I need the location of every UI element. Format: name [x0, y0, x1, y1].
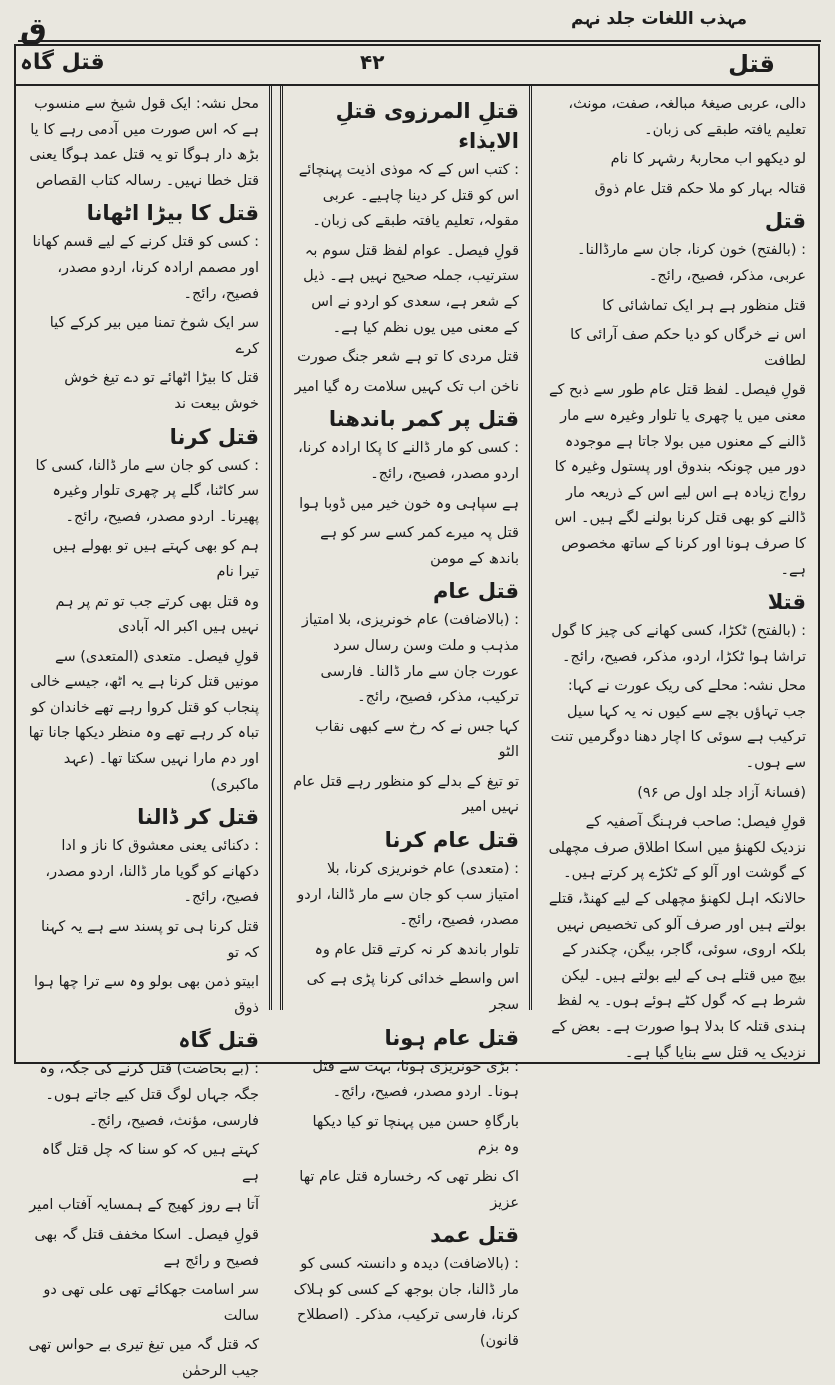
dictionary-entry [293, 1220, 519, 1354]
entry-text: ہم کو بھی کہتے ہیں تو بھولے ہیں تیرا نام [52, 538, 259, 580]
dictionary-entry [293, 967, 519, 1018]
entry-text: لو دیکھو اب محاربۂ رشہر کا نام [610, 151, 806, 168]
dictionary-entry [548, 147, 806, 173]
volume-note: مہذب اللغات جلد نہم [570, 9, 747, 29]
entry-headword: قتلِ المرزوی قتلِ الایذاء [335, 99, 519, 153]
dictionary-entry [293, 96, 519, 235]
dictionary-entry [28, 1278, 259, 1329]
dictionary-entry [293, 715, 519, 766]
entry-text: سر ایک شوخ تمنا میں بیر کرکے کیا کرے [49, 315, 259, 357]
dictionary-entry [548, 206, 806, 289]
entry-headword: قتل کر ڈالنا [137, 805, 259, 830]
dictionary-entry [293, 770, 519, 821]
entry-text: اس نے خرگاں کو دیا حکم صف آرائی کا لطافت [570, 327, 806, 369]
entry-text: (فسانۂ آزاد جلد اول ص ۹۶) [637, 784, 806, 801]
dictionary-entry [28, 1138, 259, 1189]
dictionary-entry [548, 378, 806, 583]
entry-text: : کسی کو قتل کرنے کے لیے قسم کھانا اور مصمم ارادہ کرنا، اردو مصدر، فصیح، رائج۔ [32, 234, 259, 302]
entry-text: محل نشہ: محلے کی ریک عورت نے کہا: جب تہاؤں بچے سے کیوں نہ یہ کہا سیل ترکیب ہے سوئی کا اچار دھنا دوگرمیں تنت سے ہوں۔ [550, 678, 806, 772]
entry-text: : کسی کو جان سے مار ڈالنا، کسی کا سر کاٹنا، گلے پر چھری تلوار وغیرہ پھیرنا۔ اردو مصدر، فصیح، رائج۔ [35, 457, 259, 525]
entry-text: : (بالاضافت) دیدہ و دانستہ کسی کو مار ڈالنا، جان بوجھ کے کسی کو ہلاک کرنا، فارسی ترکیب، مذکر۔ (اصطلاح قانون) [293, 1256, 519, 1349]
dictionary-entry [28, 534, 259, 585]
dictionary-entry [293, 239, 519, 341]
entry-text: دالی، عربی صیغۂ مبالغہ، صفت، مونث، تعلیم یافتہ طبقے کی زبان۔ [568, 96, 806, 138]
entry-text: محل نشہ: ایک قول شیخ سے منسوب ہے کہ اس صورت میں آدمی رہے کا یا بڑھ دار ہوگا تو یہ قتل عمد ہوگا یعنی قتل خطا نہیں۔ رسالہ کتاب القصاص [29, 96, 259, 189]
dictionary-entry [28, 1223, 259, 1274]
dictionary-entry [293, 404, 519, 487]
dictionary-entry [28, 198, 259, 307]
entry-text: کہ قتل گہ میں تیغ تیری بے حواس تھی جیب الرحمٰن [28, 1337, 259, 1379]
entry-text: : (بے بحاضت) قتل کرنے کی جگہ، وہ جگہ جہاں لوگ قتل کیے جاتے ہوں۔ فارسی، مؤنث، فصیح، رائج۔ [39, 1061, 259, 1129]
entry-text: ہے سپاہی وہ خون خیر میں ڈوبا ہوا [299, 495, 519, 512]
dictionary-entry [293, 576, 519, 710]
page-number: ۴۲ [360, 50, 385, 74]
entry-text: قتالہ بہار کو ملا حکم قتل عام ذوق [594, 180, 806, 197]
entry-headword: قتل کرنا [169, 424, 259, 449]
header-bar [14, 44, 820, 86]
dictionary-entry [293, 1110, 519, 1161]
entry-text: : (متعدی) عام خونریزی کرنا، بلا امتیاز سب کو جان سے مار ڈالنا، اردو مصدر، فصیح، رائج۔ [297, 861, 519, 929]
corner-letter: ق [20, 12, 47, 47]
entry-headword: قتلا [767, 590, 806, 615]
right-column [538, 86, 816, 1061]
middle-column [280, 86, 532, 1349]
entry-text: قتل منظور ہے ہر ایک تماشائی کا [602, 297, 806, 314]
dictionary-entry [548, 674, 806, 776]
entry-text: ابیتو ذمن بھی بولو وہ سے ترا چھا ہوا ذوق [34, 974, 259, 1016]
entry-text: اس واسطے خدائی کرنا پڑی ہے کی سجر [306, 971, 519, 1014]
entry-text: : دکنائی یعنی معشوق کا ناز و ادا دکھانے کو گویا مار ڈالنا، اردو مصدر، فصیح، رائج۔ [45, 838, 259, 906]
entry-text: قتل پہ میرے کمر کسے سر کو ہے باندھ کے مومن [320, 525, 519, 567]
entry-text: اک نظر تھی کہ رخسارہ قتل عام تھا عزیز [299, 1169, 519, 1211]
dictionary-entry [28, 366, 259, 417]
entry-headword: قتل عام کرنا [384, 828, 519, 853]
entry-text: آتا ہے روز کھیج کے ہمسایہ آفتاب امیر [29, 1197, 259, 1214]
header-right-word: قتل [728, 50, 775, 78]
entry-text: قولِ فیصل۔ لفظ قتل عام طور سے ذبح کے معنی میں یا چھری یا تلوار وغیرہ سے مار ڈالنے کے معنوں میں بولا جاتا ہے موجودہ دور میں چونکہ بندوق اور پستول وغیرہ کا رواج زیادہ ہے اس لیے اس کے ذریعہ مار ڈالنے کو بھی قتل کرنا بولنے لگے ہیں۔ اس کا صرف ہونا اور کرنا کے ساتھ مخصوص ہے۔ [549, 382, 806, 578]
dictionary-entry [548, 810, 806, 1066]
entry-text: قولِ فیصل۔ اسکا مخفف قتل گہ بھی فصیح و رائج ہے [34, 1226, 259, 1269]
entry-headword: قتل گاہ [178, 1028, 259, 1053]
entry-text: تو تیغ کے بدلے کو منظور رہے قتل عام نہیں امیر [293, 773, 519, 816]
top-rule [18, 40, 821, 42]
entry-headword: قتل عمد [430, 1223, 519, 1248]
dictionary-entry [548, 781, 806, 807]
dictionary-entry [293, 375, 519, 401]
entry-text: : بڑی خونریزی ہونا، بہت سے قتل ہونا۔ اردو مصدر، فصیح، رائج۔ [312, 1058, 519, 1101]
dictionary-entry [28, 802, 259, 911]
entry-text: کہا جس نے کہ رخ سے کبھی نقاب الٹو [315, 718, 519, 761]
dictionary-entry [28, 1193, 259, 1219]
dictionary-entry [548, 177, 806, 203]
dictionary-entry [28, 970, 259, 1021]
entry-text: قتل کا بیڑا اٹھائے تو دے تیغ خوش خوش بیعت ند [64, 370, 259, 412]
dictionary-entry [548, 294, 806, 320]
dictionary-entry [28, 92, 259, 194]
entry-text: : (بالفتح) خون کرنا، جان سے مارڈالنا۔ عربی، مذکر، فصیح، رائج۔ [577, 242, 806, 284]
entry-text: ناخن اب تک کہیں سلامت رہ گیا امیر [294, 378, 519, 395]
entry-text: قولِ فیصل۔ عوام لفظ قتل سوم بہ سترتیب، جملہ صحیح نہیں ہے۔ ذیل کے شعر ہے، سعدی کو اردو نے اس کے معنی میں یوں نظم کیا ہے۔ [303, 242, 519, 336]
dictionary-entry [293, 1165, 519, 1216]
dictionary-entry [28, 645, 259, 799]
dictionary-entry [28, 1025, 259, 1134]
dictionary-entry [548, 587, 806, 670]
dictionary-entry [28, 915, 259, 966]
entry-headword: قتل پر کمر باندھنا [328, 407, 519, 432]
entry-text: : کتب اس کے کہ موذی اذیت پہنچائے اس کو قتل کر دینا چاہیے۔ عربی مقولہ، تعلیم یافتہ طبقے کی زبان۔ [298, 162, 519, 230]
entry-text: قولِ فیصل۔ متعدی (المتعدی) سے مونیں قتل کرنا ہے یہ اٹھ، جیسے خالی پنجاب کو قتل کروا رہے تھے خاندان کو تباہ کر رہے تھے وہ منظر دیکھا جانا تھا اور دم مارا نہیں سکتا تھا۔ (عہد ماکبری) [28, 648, 259, 793]
entry-text: : کسی کو مار ڈالنے کا پکا ارادہ کرنا، اردو مصدر، فصیح، رائج۔ [298, 440, 519, 482]
dictionary-entry [28, 311, 259, 362]
dictionary-entry [28, 422, 259, 531]
entry-text: بارگاہِ حسن میں پہنچا تو کیا دیکھا وہ بزم [312, 1113, 519, 1156]
entry-text: قتل کرنا ہی تو پسند سے ہے یہ کہنا کہ تو [41, 919, 259, 961]
dictionary-entry [293, 1023, 519, 1106]
left-column [18, 86, 272, 1379]
entry-headword: قتل عام ہونا [384, 1025, 519, 1050]
dictionary-entry [548, 323, 806, 374]
entry-headword: قتل کا بیڑا اٹھانا [86, 201, 259, 226]
entry-text: قولِ فیصل: صاحب فرہنگ آصفیہ کے نزدیک لکھنؤ میں اسکا اطلاق صرف مچھلی کے گوشت اور آلو کے ٹکڑے پر کرتے ہیں۔ حالانکہ اہل لکھنؤ مچھلی کے لیے کھنڈ، قتلے بولتے ہیں اور صرف آلو کی تخصیص نہیں بلکہ اروی، سوئی، گاجر، بیگن، چکندر کے بیچ میں قتلے ہی کے لیے بولتے ہیں۔ لیکن شرط ہے کہ گول کٹے ہوئے ہوں۔ یہ لفظ ہندی قتلہ کا بدلا ہوا صورت ہے۔ بعض کے نزدیک یہ قتل سے بنایا گیا ہے۔ [548, 814, 806, 1061]
entry-headword: قتل [764, 209, 806, 234]
entry-text: وہ قتل بھی کرتے جب تو تم پر ہم نہیں ہیں اکبر الہ آبادی [55, 593, 259, 636]
dictionary-entry [293, 825, 519, 934]
entry-text: قتل مردی کا تو ہے شعر جنگ صورت [297, 349, 519, 366]
entry-text: تلوار باندھ کر نہ کرتے قتل عام وہ [314, 941, 519, 958]
dictionary-entry [293, 492, 519, 518]
header-left-word: قتل گاہ [20, 50, 105, 75]
entry-headword: قتل عام [433, 579, 519, 604]
dictionary-entry [293, 938, 519, 964]
dictionary-entry [548, 92, 806, 143]
dictionary-entry [28, 1333, 259, 1384]
dictionary-entry [293, 345, 519, 371]
entry-text: : (بالاضافت) عام خونریزی، بلا امتیاز مذہب و ملت وسن رسال سرد عورت جان سے مار ڈالنا۔ فارسی ترکیب، مذکر، فصیح، رائج۔ [301, 612, 519, 706]
dictionary-entry [28, 590, 259, 641]
entry-text: کہتے ہیں کہ کو سنا کہ چل قتل گاہ ہے [41, 1142, 259, 1184]
entry-text: سر اسامت جھکائے تھی علی تھی دو سالت [43, 1282, 259, 1324]
dictionary-entry [293, 521, 519, 572]
entry-text: : (بالفتح) ٹکڑا، کسی کھانے کی چیز کا گول تراشا ہوا ٹکڑا، اردو، مذکر، فصیح، رائج۔ [551, 623, 806, 665]
